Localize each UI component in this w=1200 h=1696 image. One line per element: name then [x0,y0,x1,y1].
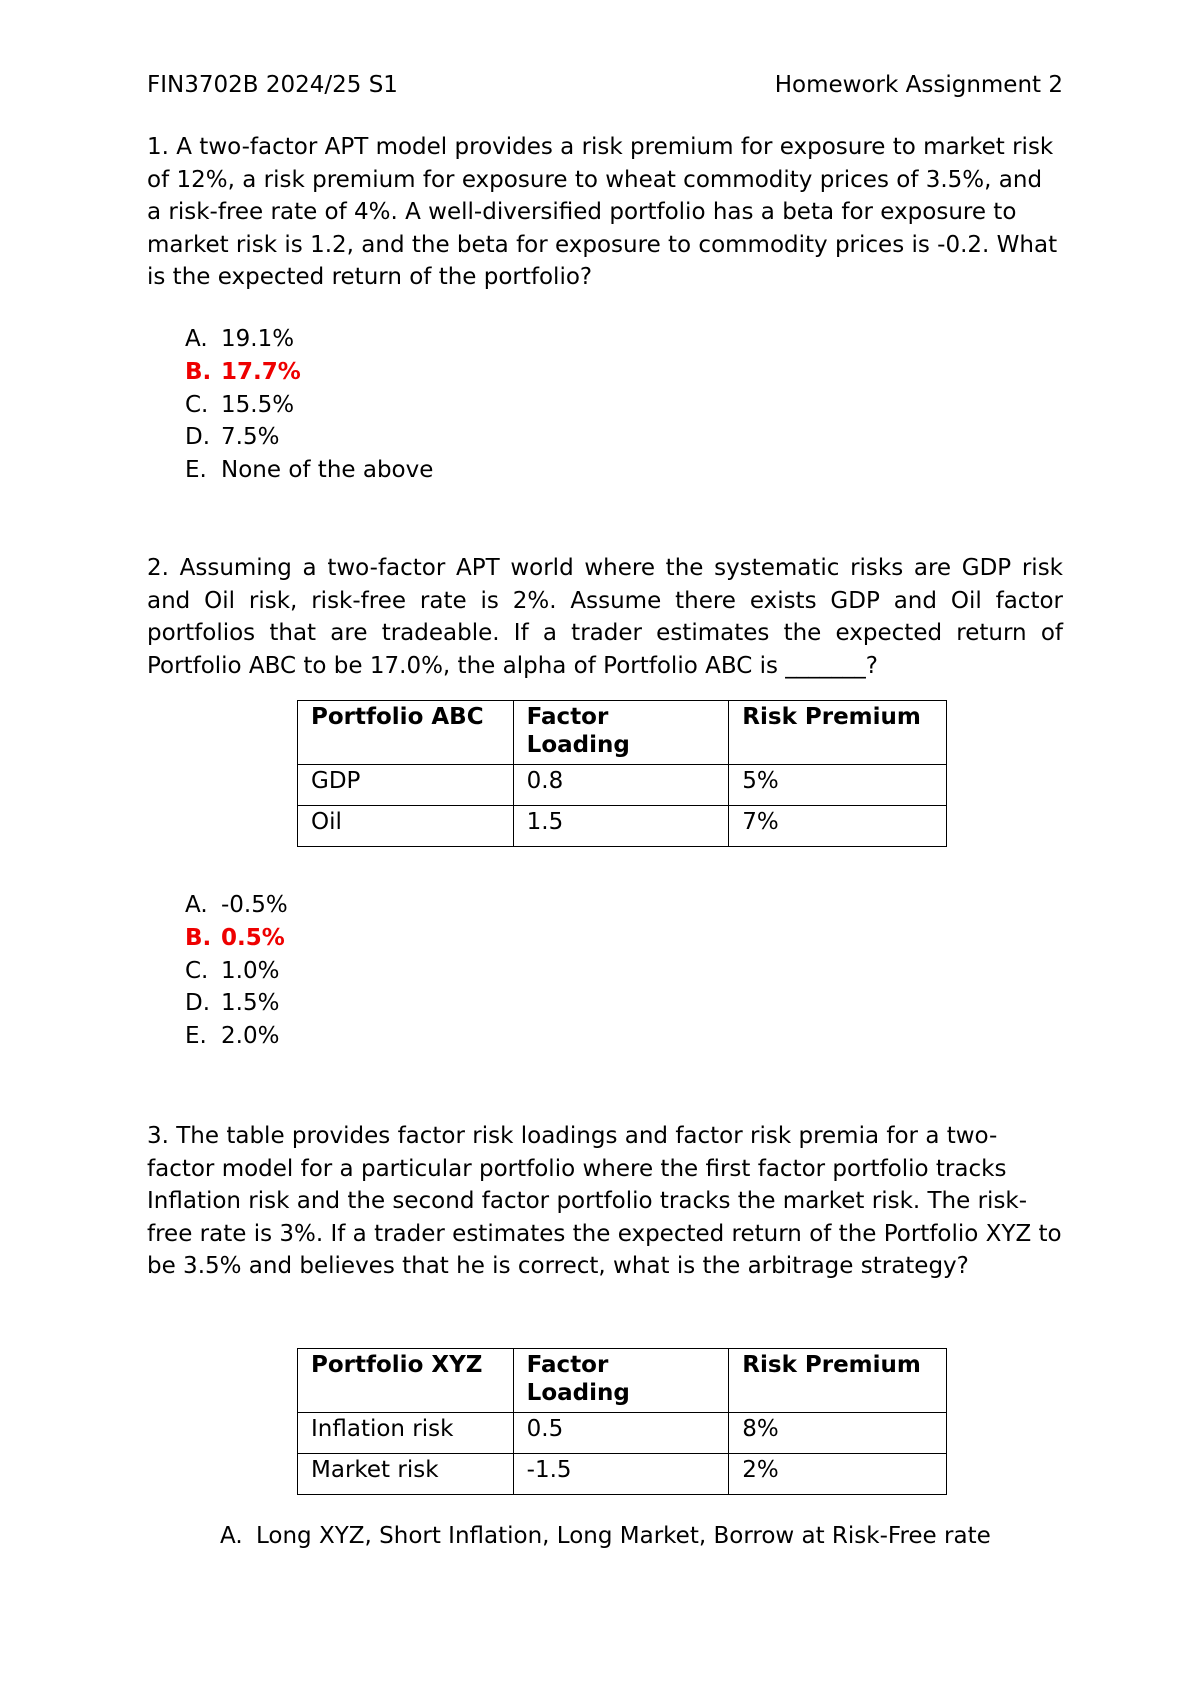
question-2-options [185,889,288,1053]
option[interactable]: A. -0.5% [185,892,288,918]
table-row [298,1413,947,1454]
table-cell: 0.5 [513,1413,729,1454]
table-header-cell: Portfolio ABC [298,701,514,765]
option-correct[interactable]: B. 0.5% [185,924,285,951]
table-cell: 5% [729,765,947,806]
option[interactable]: C. 1.0% [185,957,280,984]
option[interactable]: E. None of the above [185,457,434,484]
question-2-text: 2. Assuming a two-factor APT world where the systematic risks are GDP risk and Oil risk, risk-free rate is 2%. Assume there exists GDP and Oil factor portfolios that are tradeable. If a trader estimates the expected return of Portfolio ABC to be 17.0%, the alpha of Portfolio ABC is _______? [147,555,1063,679]
table-row [298,765,947,806]
table-cell: 1.5 [513,806,729,847]
option[interactable]: D. 7.5% [185,424,280,451]
table-header-row [298,1349,947,1413]
option[interactable]: A. 19.1% [185,326,295,352]
table-header-cell: Factor Loading [513,701,729,765]
course-code: FIN3702B 2024/25 S1 [147,72,398,98]
table-header-cell: Risk Premium [729,701,947,765]
question-1-text: 1. A two-factor APT model provides a risk premium for exposure to market risk of 12%, a risk premium for exposure to wheat commodity prices of 3.5%, and a risk-free rate of 4%. A well-diversified portfolio has a beta for exposure to market risk is 1.2, and the beta for exposure to commodity prices is -0.2. What is the expected return of the portfolio? [147,134,1058,290]
table-cell: Oil [298,806,514,847]
table-header-cell: Risk Premium [729,1349,947,1413]
option[interactable]: D. 1.5% [185,990,280,1017]
table-cell: Inflation risk [298,1413,514,1454]
option[interactable]: C. 15.5% [185,391,295,418]
table-cell: -1.5 [513,1454,729,1495]
table-row [298,806,947,847]
table-cell: 0.8 [513,765,729,806]
option[interactable]: A. Long XYZ, Short Inflation, Long Market, Borrow at Risk-Free rate [220,1523,991,1549]
option[interactable]: E. 2.0% [185,1023,280,1050]
assignment-title: Homework Assignment 2 [774,72,1063,98]
table-row [298,1454,947,1495]
table-header-row [298,701,947,765]
portfolio-xyz-table [297,1348,947,1495]
question-3-options [220,1520,991,1553]
table-cell: 2% [729,1454,947,1495]
option-correct[interactable]: B. 17.7% [185,358,301,385]
table-header-cell: Factor Loading [513,1349,729,1413]
table-cell: 8% [729,1413,947,1454]
page-header [147,70,1063,100]
table-cell: GDP [298,765,514,806]
portfolio-abc-table [297,700,947,847]
question-1-options [185,323,433,487]
table-header-cell: Portfolio XYZ [298,1349,514,1413]
table-cell: 7% [729,806,947,847]
table-cell: Market risk [298,1454,514,1495]
question-3-text: 3. The table provides factor risk loadings and factor risk premia for a two-factor model for a particular portfolio where the first factor portfolio tracks Inflation risk and the second factor portfolio tracks the market risk. The risk-free rate is 3%. If a trader estimates the expected return of the Portfolio XYZ to be 3.5% and believes that he is correct, what is the arbitrage strategy? [147,1123,1062,1279]
